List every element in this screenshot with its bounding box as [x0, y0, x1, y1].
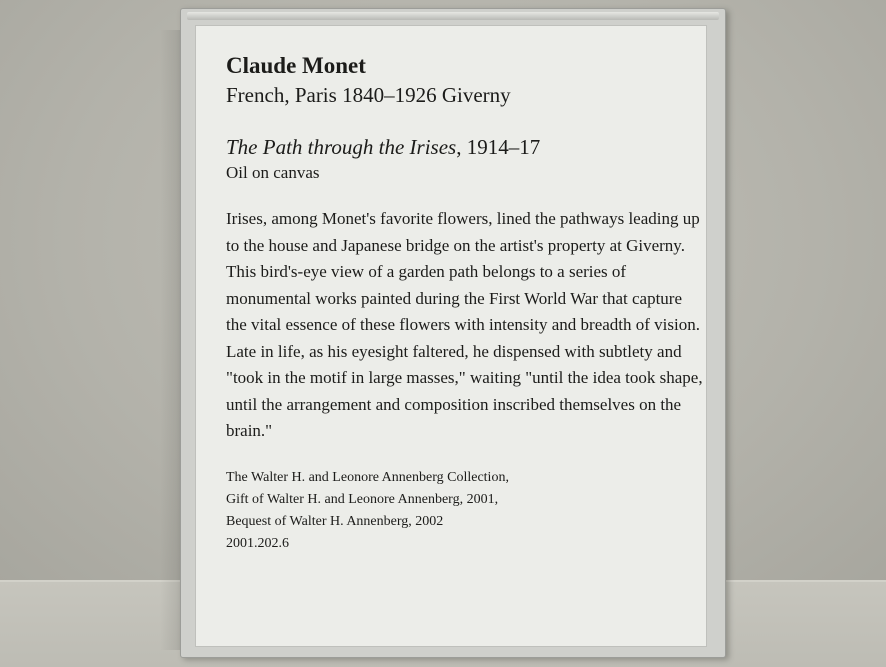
artist-name: Claude Monet [226, 53, 366, 78]
artist-origin: French, Paris 1840–1926 Giverny [226, 83, 511, 107]
credit-line-3: Bequest of Walter H. Annenberg, 2002 [226, 513, 444, 529]
artwork-title: The Path through the Irises [226, 135, 457, 159]
artwork-date: , 1914–17 [456, 135, 541, 159]
label-text [226, 52, 706, 555]
credit-line-2: Gift of Walter H. and Leonore Annenberg, 2001, [226, 491, 499, 507]
artwork-title-line [226, 134, 706, 160]
accession-number: 2001.202.6 [226, 535, 289, 551]
artwork-medium: Oil on canvas [226, 163, 320, 182]
frame-top-edge [187, 12, 719, 20]
label-frame [180, 8, 726, 658]
artwork-description: Irises, among Monet's favorite flowers, lined the pathways leading up to the house and Japanese bridge on the artist's property at Giverny. This bird's-eye view of a garden path belongs to a series of monumental works painted during the First World War that capture the vital essence of these flowers with intensity and breadth of vision. Late in life, as his eyesight faltered, he dispensed with subtlety and "took in the motif in large masses," waiting "until the idea took shape, until the arrangement and composition inscribed themselves on the brain." [226, 209, 703, 440]
credit-line [226, 467, 706, 555]
credit-line-1: The Walter H. and Leonore Annenberg Collection, [226, 469, 509, 485]
wall-label-card [195, 25, 707, 647]
